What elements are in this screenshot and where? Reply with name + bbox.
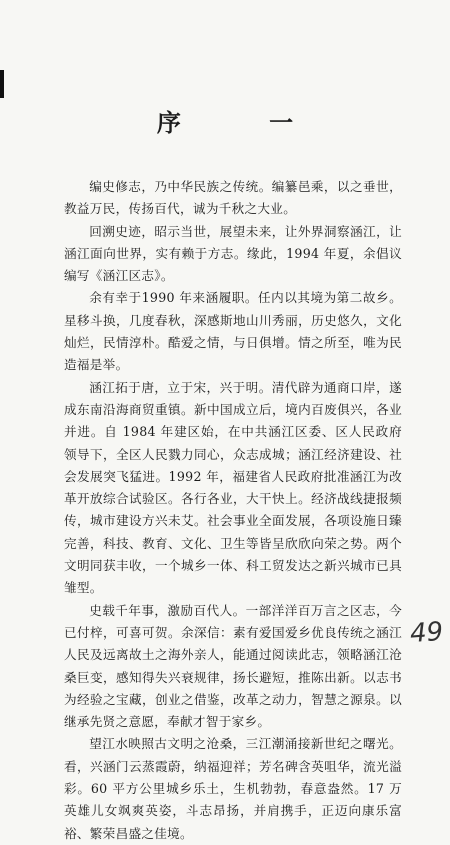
page-title: 序 一 (156, 108, 334, 137)
paragraph: 望江水映照古文明之沧桑，三江潮涌接新世纪之曙光。看，兴涵门云蒸霞蔚，纳福迎祥；芳名碑含英咀华，流光溢彩。60 平方公里城乡乐土，生机勃勃，春意盎然。17 万英雄儿女飒爽英姿，斗志昂扬，并肩携手，正迈向康乐富裕、繁荣昌盛之佳境。 (64, 736, 402, 841)
binding-edge-mark (0, 70, 4, 98)
paragraph: 余有幸于1990 年来涵履职。任内以其境为第二故乡。星移斗换，几度春秋，深感斯地山川秀丽，历史悠久，文化灿烂，民情淳朴。酷爱之情，与日俱增。情之所至，唯为民造福是举。 (64, 290, 402, 373)
paragraph: 编史修志，乃中华民族之传统。编纂邑乘，以之垂世，教益万民，传扬百代，诚为千秋之大业。 (64, 179, 402, 217)
paragraph: 涵江拓于唐，立于宋，兴于明。清代辟为通商口岸，遂成东南沿海商贸重镇。新中国成立后，境内百废俱兴，各业并进。自 1984 年建区始，在中共涵江区委、区人民政府领导下，全区人民戮力同心，众志成城；涵江经济建设、社会发展突飞猛进。1992 年，福建省人民政府批准涵江为改革开放综合试验区。各行各业，大干快上。经济战线捷报频传，城市建设方兴未艾。社会事业全面发展，各项设施日臻完善，科技、教育、文化、卫生等皆呈欣欣向荣之势。两个文明同获丰收，一个城乡一体、科工贸发达之新兴城市已具雏型。 (64, 379, 402, 596)
handwritten-page-number: 49 (408, 616, 445, 650)
paragraph: 史载千年事，激励百代人。一部洋洋百万言之区志，今已付梓，可喜可贺。余深信：素有爱国爱乡优良传统之涵江人民及远离故土之海外亲人，能通过阅读此志，领略涵江沧桑巨变，感知得失兴衰规律，扬长避短，推陈出新。以志书为经验之宝藏，创业之借鉴，改革之动力，智慧之源泉。以继承先贤之意愿，奉献才智于家乡。 (64, 602, 402, 730)
body-text (64, 176, 402, 845)
paragraph: 回溯史迹，昭示当世，展望未来，让外界洞察涵江，让涵江面向世界，实有赖于方志。缘此，1994 年夏，余倡议编写《涵江区志》。 (64, 223, 402, 284)
